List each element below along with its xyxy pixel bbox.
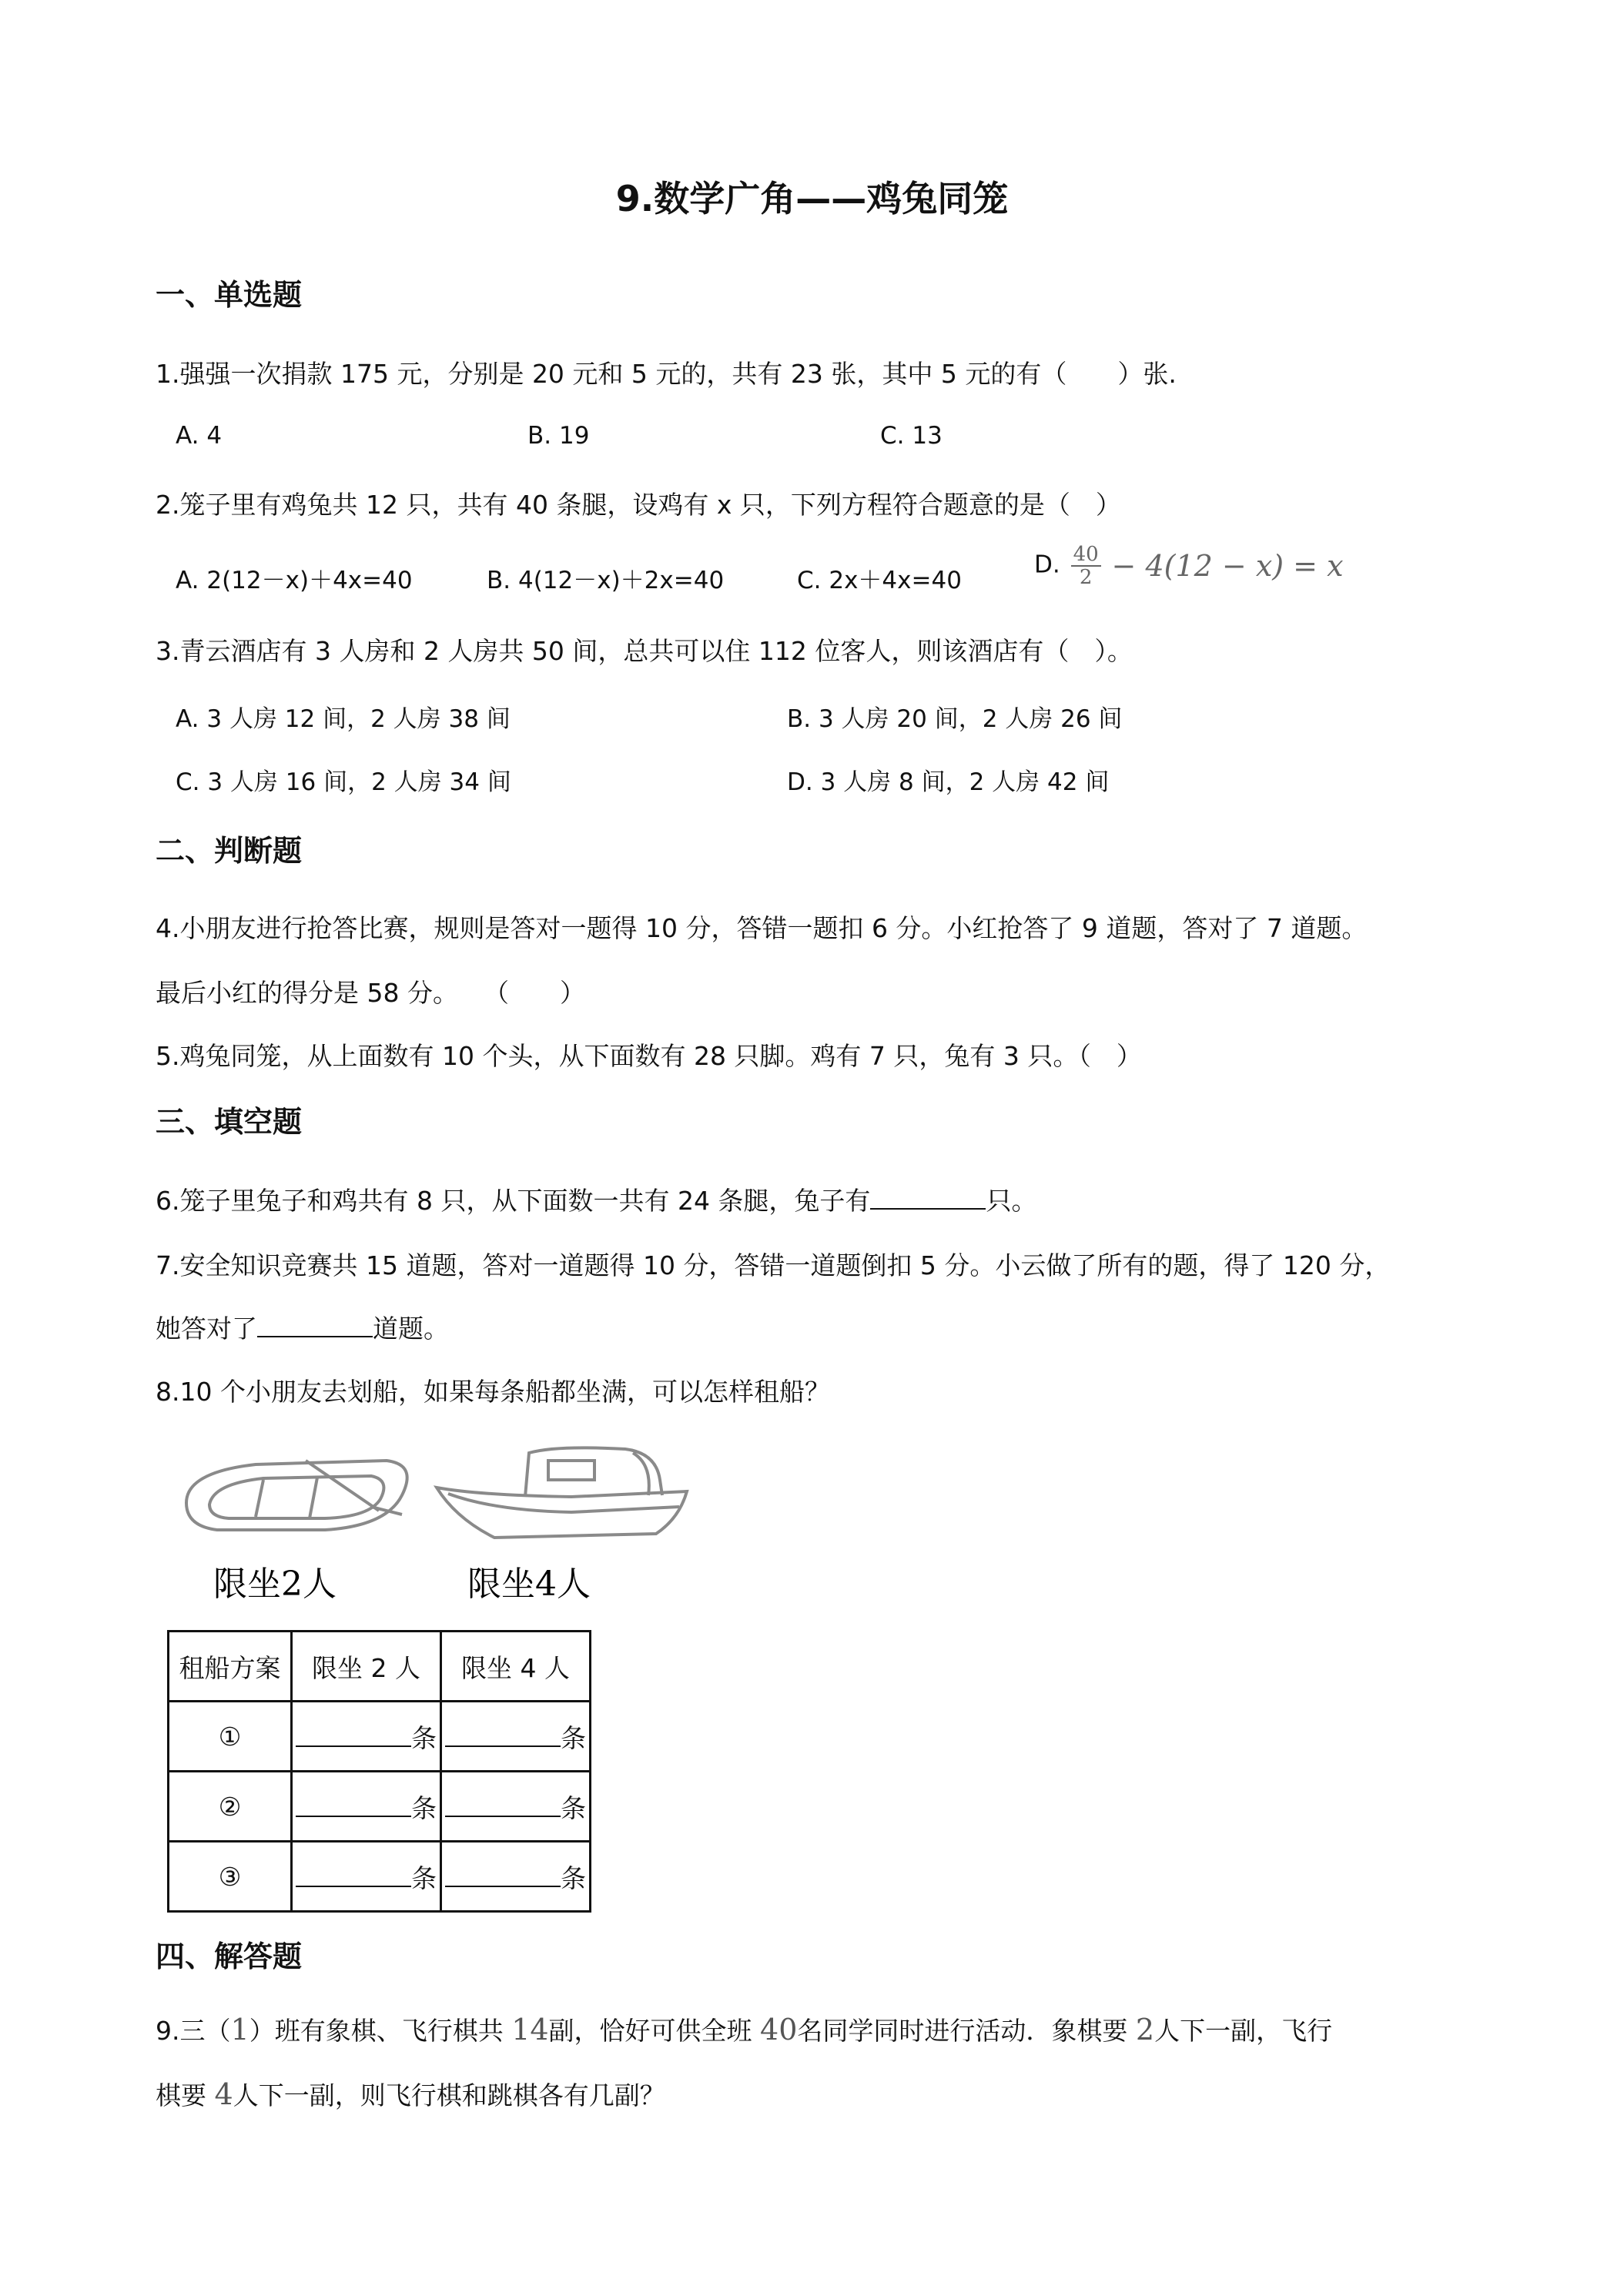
q9-number: 40 (760, 2013, 798, 2047)
table-cell-2-seat (292, 1702, 441, 1772)
table-cell-2-seat (292, 1842, 441, 1912)
q7-text-after: 道题。 (373, 1314, 449, 1344)
cabin-boat-icon (437, 1448, 687, 1538)
question-5-text: 5.鸡兔同笼，从上面数有 10 个头，从下面数有 28 只脚。鸡有 7 只，兔有 3 只。（ ） (156, 1041, 1142, 1071)
q9-text: 副，恰好可供全班 (548, 2016, 752, 2046)
answer-blank[interactable] (296, 1863, 411, 1887)
boat-1-label: 限坐2人 (213, 1565, 337, 1604)
unit-label: 条 (411, 1722, 437, 1753)
question-3-text: 3.青云酒店有 3 人房和 2 人房共 50 间，总共可以住 112 位客人，则该酒店有（ ）。 (156, 636, 1133, 666)
q2-option-b: B. 4(12－x)＋2x=40 (487, 567, 725, 594)
question-6-text (156, 1181, 1036, 1217)
rowboat-icon (186, 1461, 407, 1530)
question-7-line-1: 7.安全知识竞赛共 15 道题，答对一道题得 10 分，答错一道题倒扣 5 分。小云做了所有的题，得了 120 分， (156, 1250, 1391, 1280)
section-heading-fill-blank: 三、填空题 (156, 1105, 303, 1139)
row-number: ③ (169, 1842, 292, 1912)
answer-blank[interactable] (445, 1792, 561, 1817)
unit-label: 条 (411, 1792, 437, 1823)
q9-text: ）班有象棋、飞行棋共 (249, 2016, 504, 2046)
q1-option-a: A. 4 (176, 422, 223, 450)
q9-text: 人下一副，飞行 (1154, 2016, 1333, 2046)
table-header-plan: 租船方案 (169, 1632, 292, 1702)
q2-option-c: C. 2x＋4x=40 (797, 567, 962, 594)
boat-illustration (171, 1434, 710, 1611)
question-9-line-1 (156, 2011, 1332, 2047)
q2-option-d-label: D. (1034, 551, 1060, 579)
table-row (169, 1702, 591, 1772)
question-4-line-1: 4.小朋友进行抢答比赛，规则是答对一题得 10 分，答错一题扣 6 分。小红抢答了 9 道题，答对了 7 道题。 (156, 913, 1368, 943)
q9-text: 9.三（ (156, 2016, 231, 2046)
q9-text: 名同学同时进行活动．象棋要 (797, 2016, 1128, 2046)
table-header-4-seat: 限坐 4 人 (441, 1632, 591, 1702)
table-header-row (169, 1632, 591, 1702)
q9-text: 棋要 (156, 2080, 206, 2110)
q7-answer-blank[interactable] (257, 1313, 373, 1337)
q9-number: 1 (230, 2013, 249, 2047)
row-number: ① (169, 1702, 292, 1772)
page-title: 9.数学广角——鸡兔同笼 (615, 178, 1009, 219)
unit-label: 条 (561, 1722, 586, 1753)
q3-option-d: D. 3 人房 8 间，2 人房 42 间 (787, 768, 1110, 796)
answer-blank[interactable] (296, 1722, 411, 1747)
unit-label: 条 (561, 1863, 586, 1893)
question-2-text: 2.笼子里有鸡兔共 12 只，共有 40 条腿，设鸡有 x 只，下列方程符合题意的是（ ） (156, 490, 1121, 520)
answer-blank[interactable] (296, 1792, 411, 1817)
q3-option-c: C. 3 人房 16 间，2 人房 34 间 (176, 768, 511, 796)
question-4-line-2: 最后小红的得分是 58 分。 （ ） (156, 978, 585, 1008)
question-1-text: 1.强强一次捐款 175 元，分别是 20 元和 5 元的，共有 23 张，其中 5 元的有（ ）张. (156, 359, 1177, 389)
q9-number: 14 (511, 2013, 549, 2047)
q7-text-before: 她答对了 (156, 1314, 257, 1344)
table-row (169, 1842, 591, 1912)
section-heading-true-false: 二、判断题 (156, 834, 303, 868)
question-8-text: 8.10 个小朋友去划船，如果每条船都坐满，可以怎样租船？ (156, 1377, 830, 1407)
boat-rental-table (167, 1630, 591, 1913)
boats-drawing (171, 1434, 710, 1611)
q2-option-d-expression: − 4(12 − x) = x (1111, 549, 1344, 583)
q9-number: 4 (214, 2077, 233, 2111)
question-7-line-2 (156, 1309, 449, 1345)
answer-blank[interactable] (445, 1863, 561, 1887)
q9-text: 人下一副，则飞行棋和跳棋各有几副？ (233, 2080, 665, 2110)
q3-option-b: B. 3 人房 20 间，2 人房 26 间 (787, 705, 1123, 733)
q2-option-a: A. 2(12－x)＋4x=40 (176, 567, 413, 594)
table-header-2-seat: 限坐 2 人 (292, 1632, 441, 1702)
unit-label: 条 (561, 1792, 586, 1823)
q2-option-d-fraction (1071, 544, 1101, 588)
q6-answer-blank[interactable] (870, 1185, 986, 1210)
q9-number: 2 (1135, 2013, 1155, 2047)
q6-text-after: 只。 (986, 1186, 1037, 1216)
fraction-numerator: 40 (1071, 544, 1101, 567)
q2-option-d (1034, 544, 1344, 588)
q6-text-before: 6.笼子里兔子和鸡共有 8 只，从下面数一共有 24 条腿，兔子有 (156, 1186, 871, 1216)
q1-option-c: C. 13 (880, 422, 943, 450)
table-cell-4-seat (441, 1772, 591, 1842)
table-cell-2-seat (292, 1772, 441, 1842)
row-number: ② (169, 1772, 292, 1842)
table-cell-4-seat (441, 1702, 591, 1772)
table-row (169, 1772, 591, 1842)
q3-option-a: A. 3 人房 12 间，2 人房 38 间 (176, 705, 511, 733)
boat-2-label: 限坐4人 (467, 1565, 591, 1604)
question-9-line-2 (156, 2076, 665, 2112)
section-heading-single-choice: 一、单选题 (156, 278, 303, 312)
section-heading-solve: 四、解答题 (156, 1940, 303, 1973)
unit-label: 条 (411, 1863, 437, 1893)
q1-option-b: B. 19 (527, 422, 590, 450)
fraction-denominator: 2 (1079, 566, 1093, 589)
answer-blank[interactable] (445, 1722, 561, 1747)
table-cell-4-seat (441, 1842, 591, 1912)
